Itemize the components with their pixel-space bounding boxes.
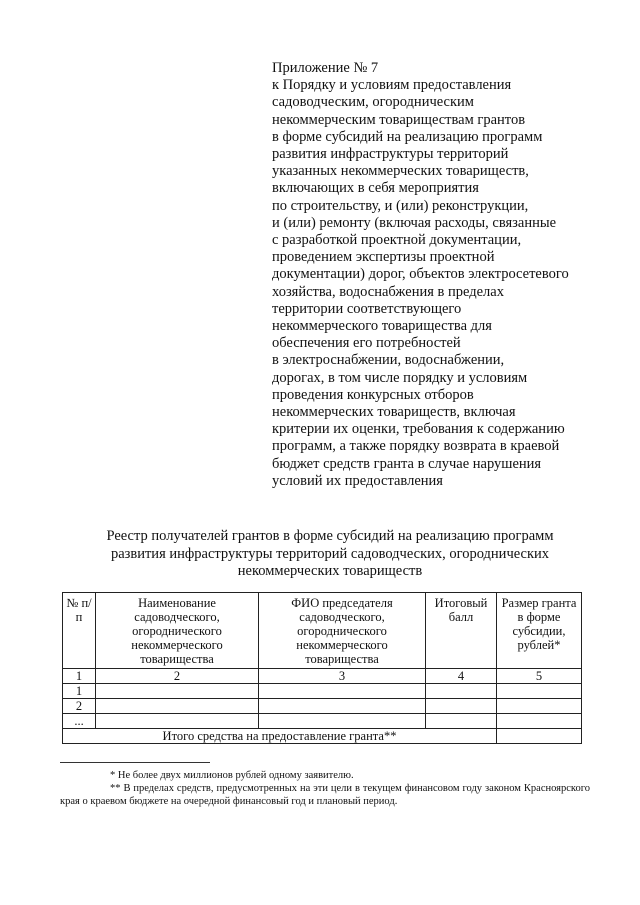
column-number: 3 — [259, 669, 426, 684]
table-cell — [426, 699, 497, 714]
appendix-line: по строительству, и (или) реконструкции, — [272, 197, 529, 214]
table-cell — [96, 714, 259, 729]
registry-table — [62, 592, 582, 744]
table-cell — [426, 714, 497, 729]
registry-title-line: некоммерческих товариществ — [237, 563, 423, 580]
appendix-line: документации) дорог, объектов электросетевого — [272, 266, 569, 283]
table-row — [63, 699, 582, 714]
registry-title — [70, 528, 590, 581]
table-cell — [96, 684, 259, 699]
table-row — [63, 714, 582, 729]
appendix-line: проведением экспертизы проектной — [272, 249, 495, 266]
header-total-score: Итоговый балл — [426, 593, 497, 669]
header-grant-amount: Размер гранта в форме субсидии, рублей* — [497, 593, 582, 669]
appendix-line: бюджет средств гранта в случае нарушения — [272, 455, 542, 472]
appendix-heading — [272, 60, 612, 490]
appendix-line: критерии их оценки, требования к содержанию — [272, 421, 565, 438]
appendix-line: в форме субсидий на реализацию программ — [272, 128, 543, 145]
registry-title-line: развития инфраструктуры территорий садоводческих, огороднических — [110, 545, 550, 562]
column-number: 4 — [426, 669, 497, 684]
appendix-line: к Порядку и условиям предоставления — [272, 77, 512, 94]
table-cell — [259, 699, 426, 714]
header-partnership-name: Наименование садоводческого, огороднического некоммерческого товарищества — [96, 593, 259, 669]
appendix-line: Приложение № 7 — [272, 60, 379, 76]
row-number: 1 — [63, 684, 96, 699]
table-cell — [259, 684, 426, 699]
column-number-row — [63, 669, 582, 684]
row-number: ... — [63, 714, 96, 729]
appendix-line: некоммерческим товариществам грантов — [272, 111, 526, 128]
appendix-line: и (или) ремонту (включая расходы, связанные — [272, 214, 557, 231]
header-number: № п/п — [63, 593, 96, 669]
table-cell — [259, 714, 426, 729]
column-number: 1 — [63, 669, 96, 684]
appendix-line: включающих в себя мероприятия — [272, 180, 479, 197]
appendix-line: садоводческим, огородническим — [272, 94, 474, 111]
table-cell — [96, 699, 259, 714]
registry-title-line: Реестр получателей грантов в форме субсидий на реализацию программ — [106, 528, 554, 544]
footnotes — [60, 762, 590, 808]
column-number: 2 — [96, 669, 259, 684]
appendix-line: некоммерческих товариществ, включая — [272, 404, 516, 421]
appendix-line: развития инфраструктуры территорий — [272, 146, 509, 163]
appendix-line: с разработкой проектной документации, — [272, 232, 522, 249]
total-row — [63, 729, 582, 744]
table-cell — [497, 684, 582, 699]
appendix-line: проведения конкурсных отборов — [272, 386, 474, 403]
header-chairman-name: ФИО председателя садоводческого, огороднического некоммерческого товарищества — [259, 593, 426, 669]
table-header-row — [63, 593, 582, 669]
row-number: 2 — [63, 699, 96, 714]
appendix-line: обеспечения его потребностей — [272, 335, 461, 352]
table-cell — [426, 684, 497, 699]
total-value — [497, 729, 582, 744]
table-cell — [497, 714, 582, 729]
footnote-2: ** В пределах средств, предусмотренных на эти цели в текущем финансовом году законом Красноярского края о краевом бюджете на очередной финансовый год и плановый период. — [60, 783, 590, 807]
appendix-line: условий их предоставления — [272, 472, 443, 489]
appendix-line: программ, а также порядку возврата в краевой — [272, 438, 560, 455]
column-number: 5 — [497, 669, 582, 684]
appendix-line: некоммерческого товарищества для — [272, 318, 492, 335]
total-label: Итого средства на предоставление гранта** — [63, 729, 497, 744]
appendix-line: хозяйства, водоснабжения в пределах — [272, 283, 504, 300]
footnote-divider — [60, 762, 210, 763]
table-cell — [497, 699, 582, 714]
table-row — [63, 684, 582, 699]
footnote-1: * Не более двух миллионов рублей одному заявителю. — [110, 770, 354, 781]
appendix-line: территории соответствующего — [272, 300, 462, 317]
appendix-line: в электроснабжении, водоснабжении, — [272, 352, 505, 369]
appendix-line: указанных некоммерческих товариществ, — [272, 163, 529, 180]
appendix-line: дорогах, в том числе порядку и условиям — [272, 369, 528, 386]
